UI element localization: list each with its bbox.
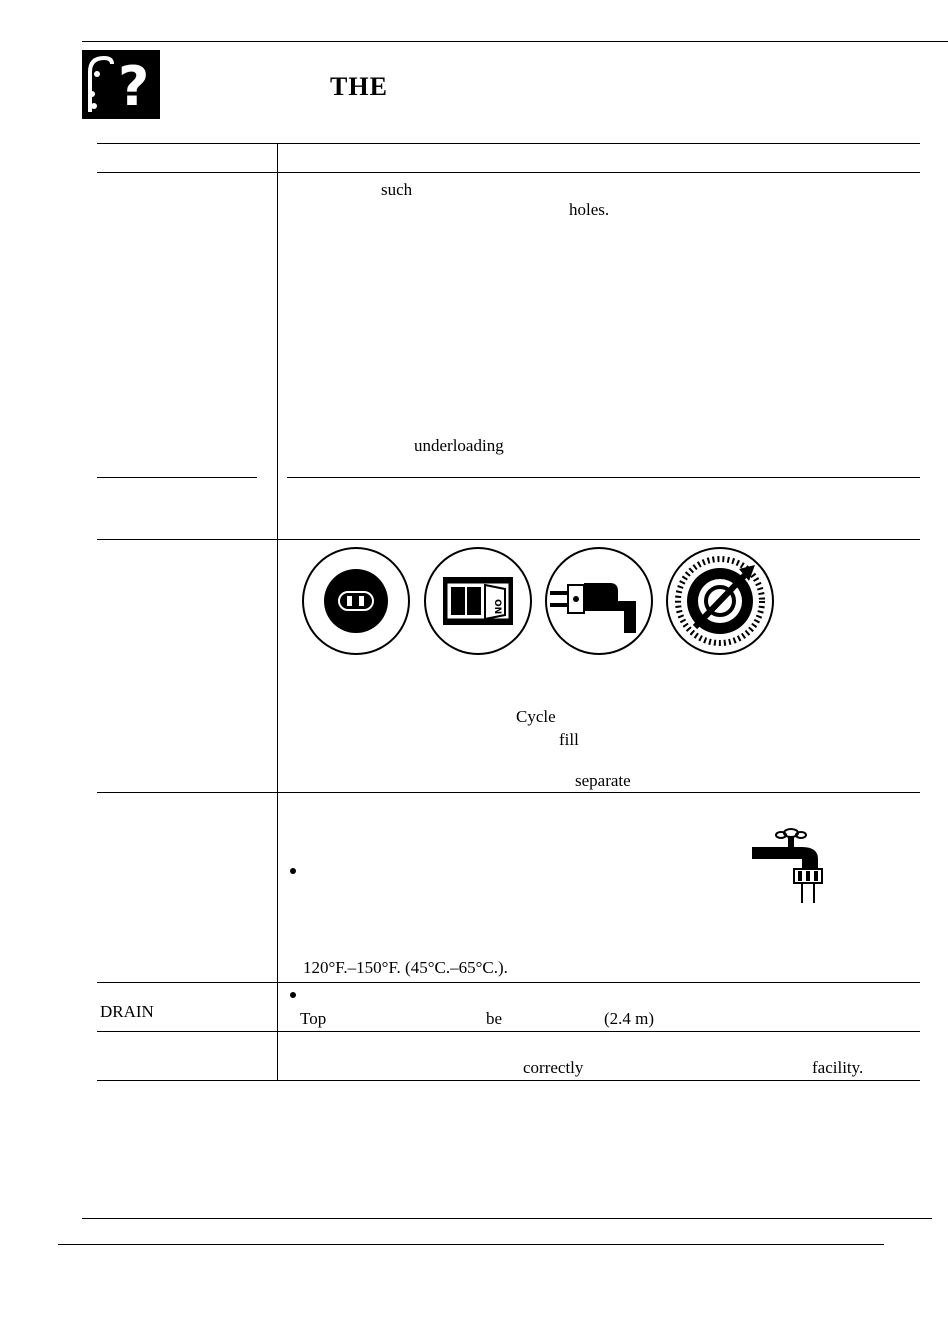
row5-word-distance: (2.4 m) — [604, 1009, 655, 1028]
faucet-icon — [752, 827, 827, 905]
table-rule-top — [97, 143, 920, 144]
page-title: THE — [330, 72, 388, 101]
svg-text:ON: ON — [492, 599, 502, 615]
outlet-icon — [301, 545, 411, 657]
question-mark-icon — [82, 50, 160, 119]
table-column-divider — [277, 143, 278, 1080]
row4-bullet — [290, 868, 296, 874]
table-rule-row4 — [97, 982, 920, 983]
row5-bullet — [290, 992, 296, 998]
table-rule-row2 — [97, 539, 920, 540]
row5-word-be: be — [486, 1009, 503, 1028]
table-rule-bottom — [97, 1080, 920, 1081]
table-rule-row1-right — [287, 477, 920, 478]
switch-icon — [423, 545, 533, 657]
dial-icon — [665, 545, 775, 657]
row3-word-cycle: Cycle — [516, 707, 556, 726]
row4-temperature-range: 120°F.–150°F. (45°C.–65°C.). — [303, 958, 508, 977]
table-rule-row3 — [97, 792, 920, 793]
row6-word-correctly: correctly — [523, 1058, 584, 1077]
row6-word-facility: facility. — [812, 1058, 864, 1077]
row5-word-top: Top — [300, 1009, 327, 1028]
footer-rule-1 — [82, 1218, 932, 1219]
table-rule-row5 — [97, 1031, 920, 1032]
plug-icon — [544, 545, 654, 657]
row1-word-underloading: underloading — [414, 436, 504, 455]
table-rule-header — [97, 172, 920, 173]
row1-word-such: such — [381, 180, 413, 199]
svg-text:?: ? — [118, 55, 150, 118]
top-rule — [82, 41, 948, 42]
row5-label-drain: DRAIN — [100, 1002, 154, 1021]
row3-word-separate: separate — [575, 771, 631, 790]
row3-word-fill: fill — [559, 730, 579, 749]
table-rule-row1-left — [97, 477, 257, 478]
footer-rule-2 — [58, 1244, 884, 1245]
row1-word-holes: holes. — [569, 200, 610, 219]
